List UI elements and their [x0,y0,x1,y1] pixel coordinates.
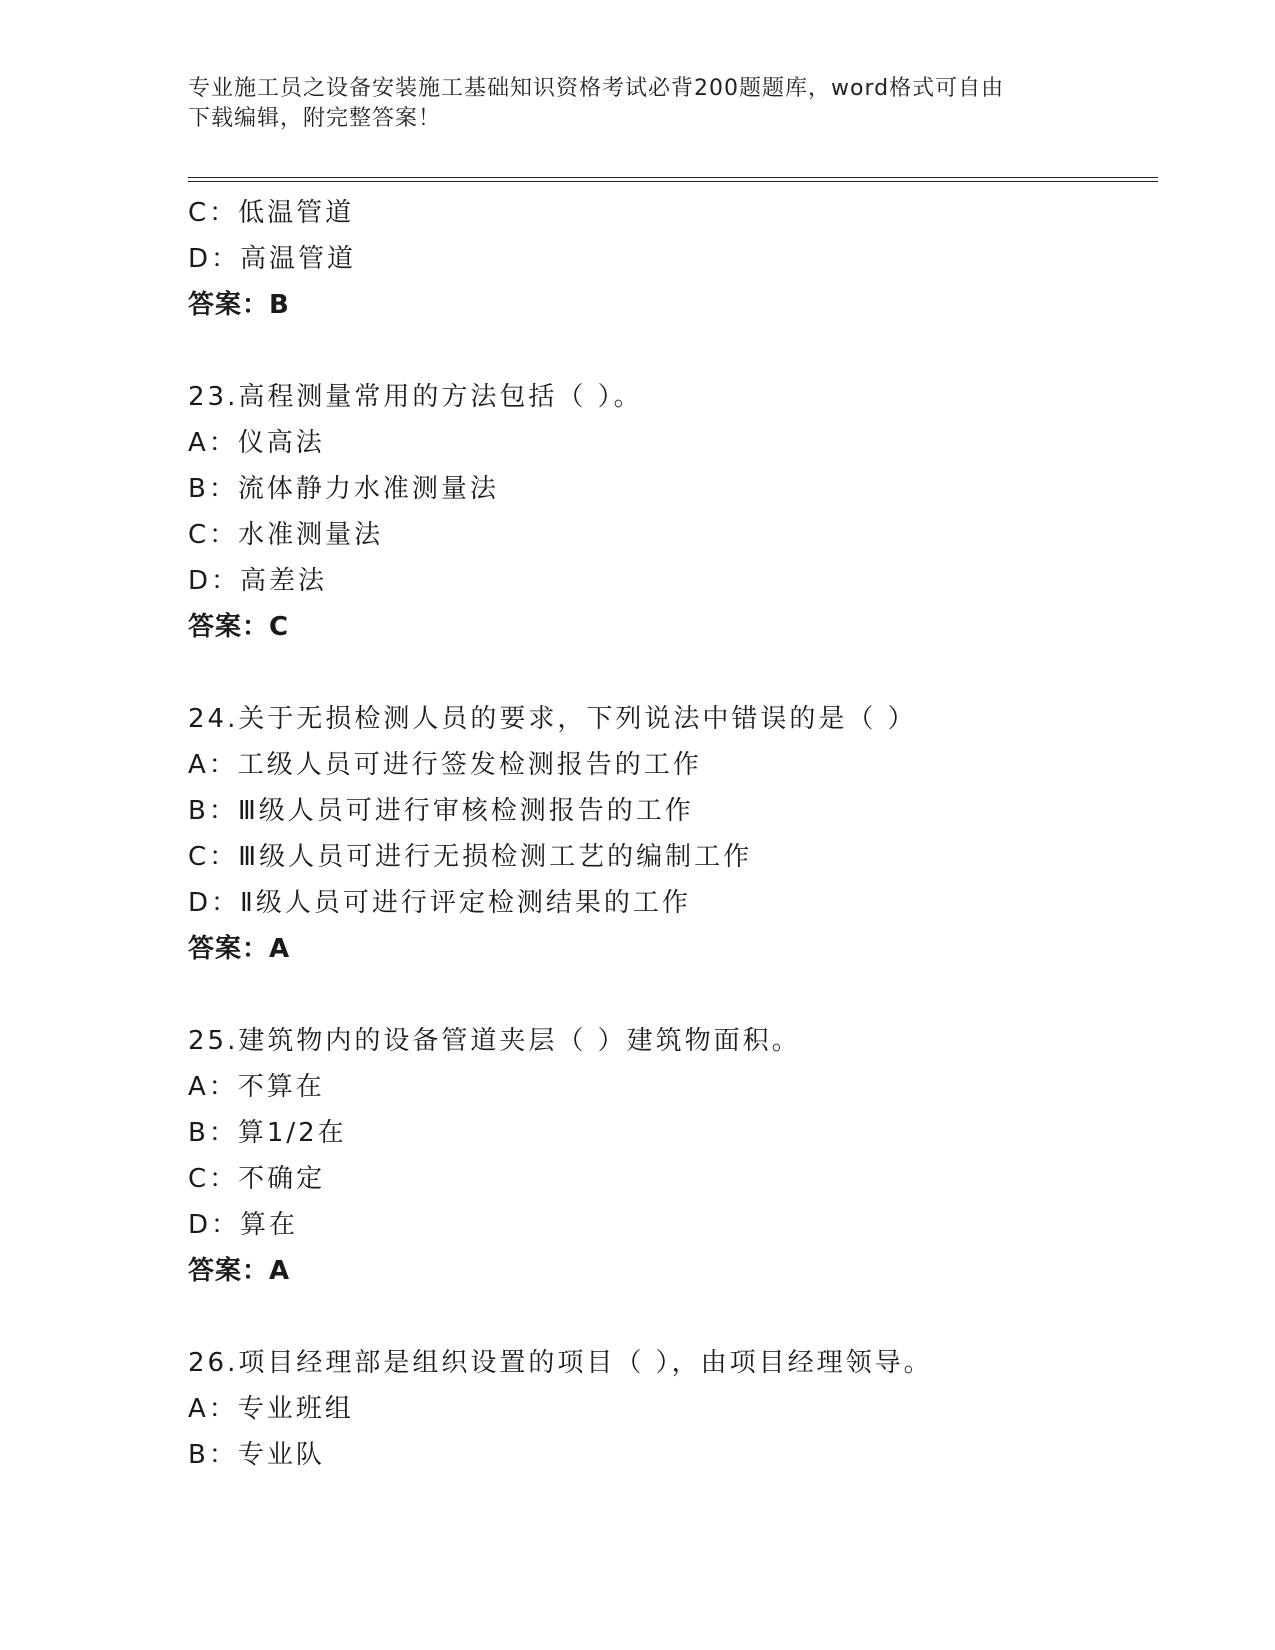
question-stem: 23.高程测量常用的方法包括（ ）。 [188,382,643,412]
option-a: A：不算在 [188,1072,325,1102]
header-divider-bottom [188,181,1158,182]
option-c: C：不确定 [188,1164,326,1194]
option-d: D：Ⅱ级人员可进行评定检测结果的工作 [188,888,691,918]
document-header [188,74,1088,134]
option-a: A：专业班组 [188,1394,354,1424]
question-stem: 24.关于无损检测人员的要求，下列说法中错误的是（ ） [188,704,917,734]
answer: 答案：C [188,612,290,642]
option-a: A：工级人员可进行签发检测报告的工作 [188,750,702,780]
spacer [188,328,1148,374]
answer: 答案：A [188,934,291,964]
option-b: B：Ⅲ级人员可进行审核检测报告的工作 [188,796,694,826]
answer: 答案：B [188,290,290,320]
option-c: C：水准测量法 [188,520,384,550]
option-c: C：Ⅲ级人员可进行无损检测工艺的编制工作 [188,842,753,872]
option-b: B：专业队 [188,1440,325,1470]
header-line-2: 下载编辑，附完整答案！ [188,106,442,131]
option-a: A：仪高法 [188,428,325,458]
option-b: B：流体静力水准测量法 [188,474,499,504]
spacer [188,650,1148,696]
option-b: B：算1/2在 [188,1118,347,1148]
answer: 答案：A [188,1256,291,1286]
header-divider-top [188,177,1158,178]
spacer [188,972,1148,1018]
option-c: C：低温管道 [188,198,355,228]
question-list [188,190,1148,1478]
header-line-1: 专业施工员之设备安装施工基础知识资格考试必背200题题库，word格式可自由 [188,76,1005,101]
option-d: D：高差法 [188,566,328,596]
question-stem: 25.建筑物内的设备管道夹层（ ）建筑物面积。 [188,1026,801,1056]
question-stem: 26.项目经理部是组织设置的项目（ ），由项目经理领导。 [188,1348,933,1378]
option-d: D：算在 [188,1210,299,1240]
option-d: D：高温管道 [188,244,357,274]
spacer [188,1294,1148,1340]
